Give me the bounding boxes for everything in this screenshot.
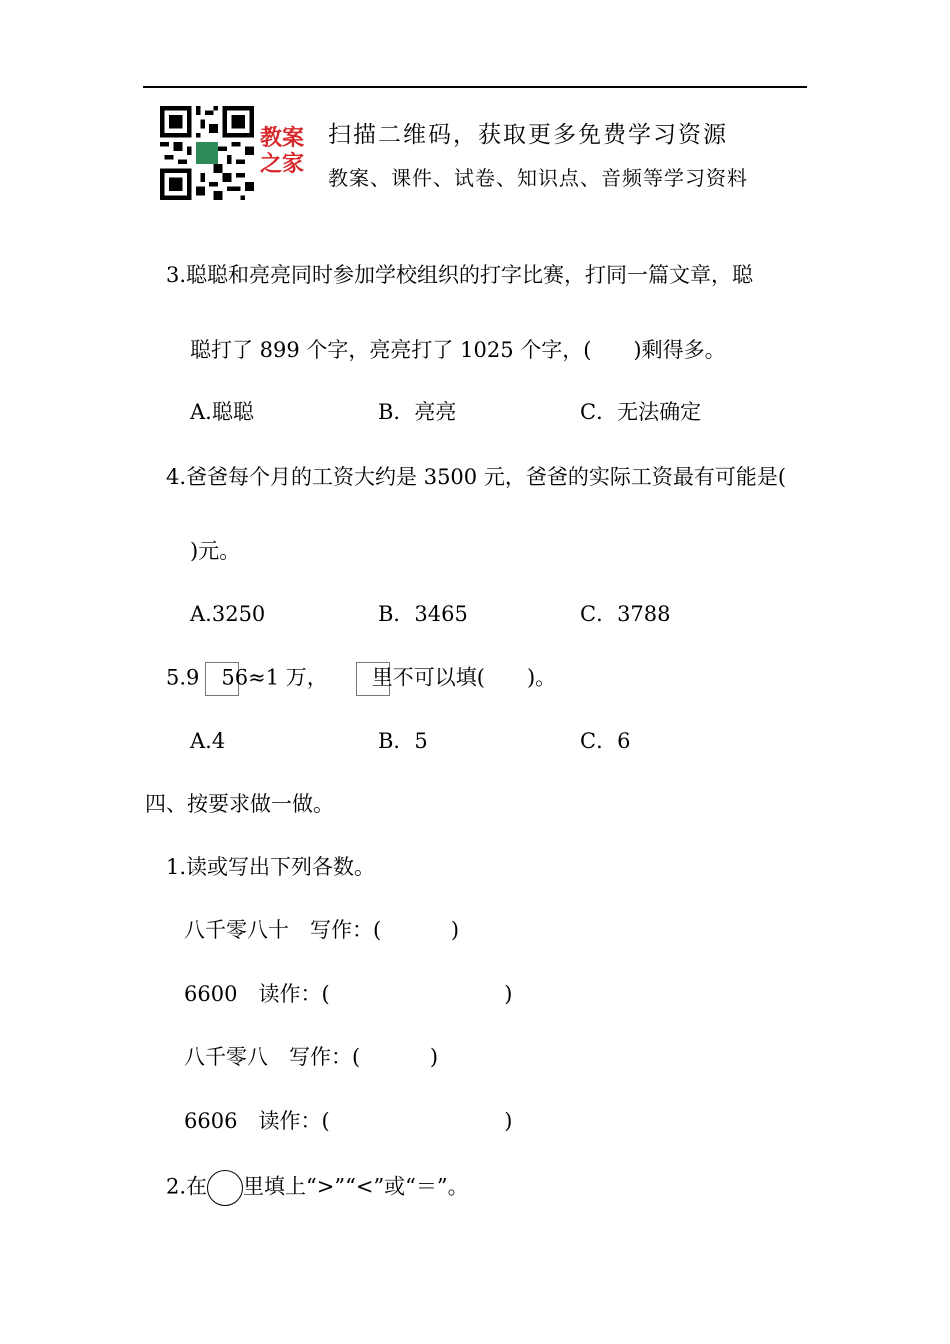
- header-rule: [143, 86, 807, 88]
- q5-option-a: A.4: [190, 729, 226, 753]
- q3-option-b: B．亮亮: [378, 400, 457, 424]
- q5-option-b: B．5: [378, 729, 428, 753]
- q3-option-c: C．无法确定: [580, 400, 702, 424]
- section4-q2: [166, 1170, 469, 1206]
- banner-subline: 教案、课件、试卷、知识点、音频等学习资料: [328, 166, 748, 190]
- q5-middle: 56≈1 万，: [221, 665, 328, 690]
- q3-line2: 聪打了 899 个字，亮亮打了 1025 个字，( )剩得多。: [190, 338, 726, 362]
- q2-suffix: 里填上“>”“<”或“＝”。: [243, 1174, 469, 1199]
- q3-line1: 3.聪聪和亮亮同时参加学校组织的打字比赛，打同一篇文章，聪: [166, 263, 754, 287]
- q4-line1: 4.爸爸每个月的工资大约是 3500 元，爸爸的实际工资最有可能是(: [166, 465, 787, 489]
- q5-prefix: 5.9: [166, 665, 200, 690]
- brand-logo: 教案 之家: [260, 126, 305, 177]
- section4-heading: 四、按要求做一做。: [145, 792, 334, 816]
- promo-banner: [160, 106, 780, 202]
- q4-option-a: A.3250: [190, 602, 266, 626]
- write-item-2: 八千零八 写作：( ): [184, 1045, 439, 1069]
- q3-option-a: A.聪聪: [190, 400, 254, 424]
- read-item-1: 6600 读作：( ): [184, 982, 513, 1006]
- section4-q1-title: 1.读或写出下列各数。: [166, 855, 376, 879]
- q4-line2: )元。: [190, 539, 241, 563]
- q5-option-c: C．6: [580, 729, 631, 753]
- q4-option-b: B．3465: [378, 602, 468, 626]
- q4-option-c: C．3788: [580, 602, 671, 626]
- q5-suffix: 里不可以填( )。: [371, 665, 557, 690]
- q5-line: [166, 662, 556, 696]
- read-item-2: 6606 读作：( ): [184, 1109, 513, 1133]
- blank-circle-icon: [207, 1170, 243, 1206]
- banner-headline: 扫描二维码，获取更多免费学习资源: [328, 122, 728, 148]
- q2-prefix: 2.在: [166, 1174, 208, 1199]
- write-item-1: 八千零八十 写作：( ): [184, 918, 460, 942]
- qr-code-icon: [160, 106, 254, 200]
